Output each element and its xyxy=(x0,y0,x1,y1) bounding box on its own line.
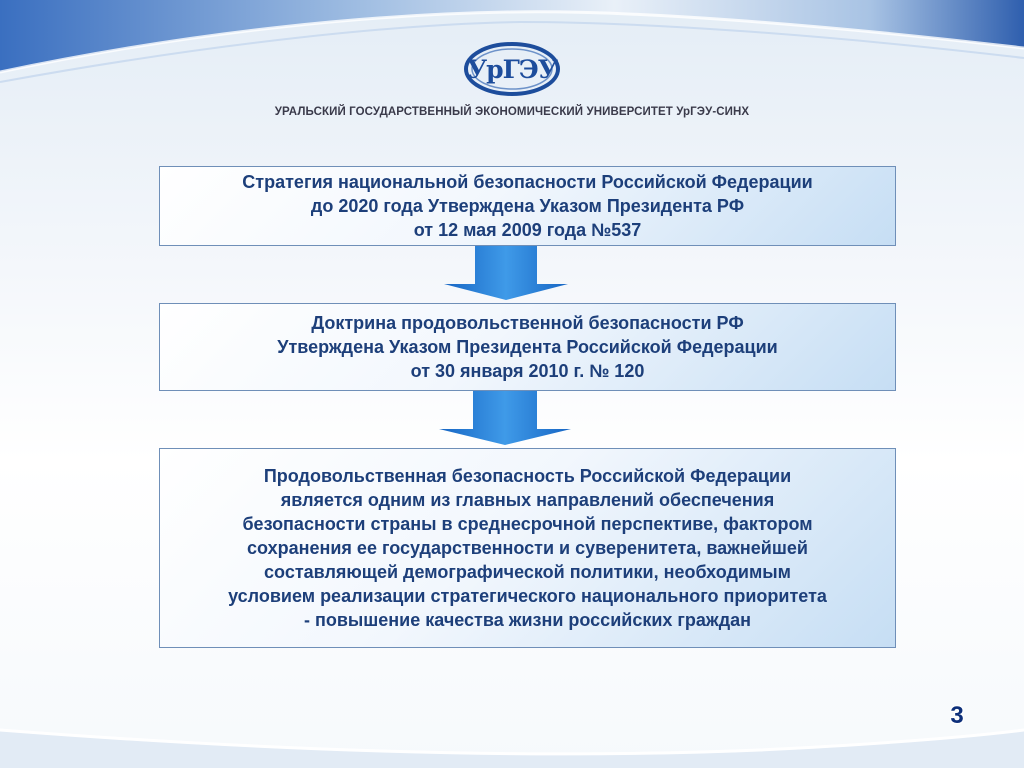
page-number: 3 xyxy=(950,702,964,729)
food-security-line: составляющей демографической политики, необходимым xyxy=(264,562,791,582)
food-security-line: сохранения ее государственности и суверенитета, важнейшей xyxy=(247,538,808,558)
doctrine-line: Утверждена Указом Президента Российской Федерации xyxy=(277,337,778,357)
bottom-decorative-band xyxy=(0,690,1024,768)
food-security-box xyxy=(159,448,896,648)
strategy-line: Стратегия национальной безопасности Российской Федерации xyxy=(242,172,813,192)
food-security-line: является одним из главных направлений обеспечения xyxy=(280,490,775,510)
doctrine-line: Доктрина продовольственной безопасности РФ xyxy=(311,313,744,333)
down-arrow-icon xyxy=(444,246,568,300)
down-arrow-icon xyxy=(439,391,571,445)
doctrine-line: от 30 января 2010 г. № 120 xyxy=(410,361,645,381)
strategy-box xyxy=(159,166,896,246)
strategy-line: до 2020 года Утверждена Указом Президента РФ xyxy=(310,196,745,216)
food-security-line: безопасности страны в среднесрочной перспективе, фактором xyxy=(242,514,813,534)
doctrine-box xyxy=(159,303,896,391)
university-name: УРАЛЬСКИЙ ГОСУДАРСТВЕННЫЙ ЭКОНОМИЧЕСКИЙ УНИВЕРСИТЕТ УрГЭУ-СИНХ xyxy=(274,106,750,118)
food-security-line: условием реализации стратегического национального приоритета xyxy=(228,586,827,606)
food-security-line: Продовольственная безопасность Российской Федерации xyxy=(263,466,792,486)
strategy-line: от 12 мая 2009 года №537 xyxy=(413,220,642,240)
logo-text: УрГЭУ xyxy=(466,54,558,84)
food-security-line: - повышение качества жизни российских граждан xyxy=(303,610,751,630)
